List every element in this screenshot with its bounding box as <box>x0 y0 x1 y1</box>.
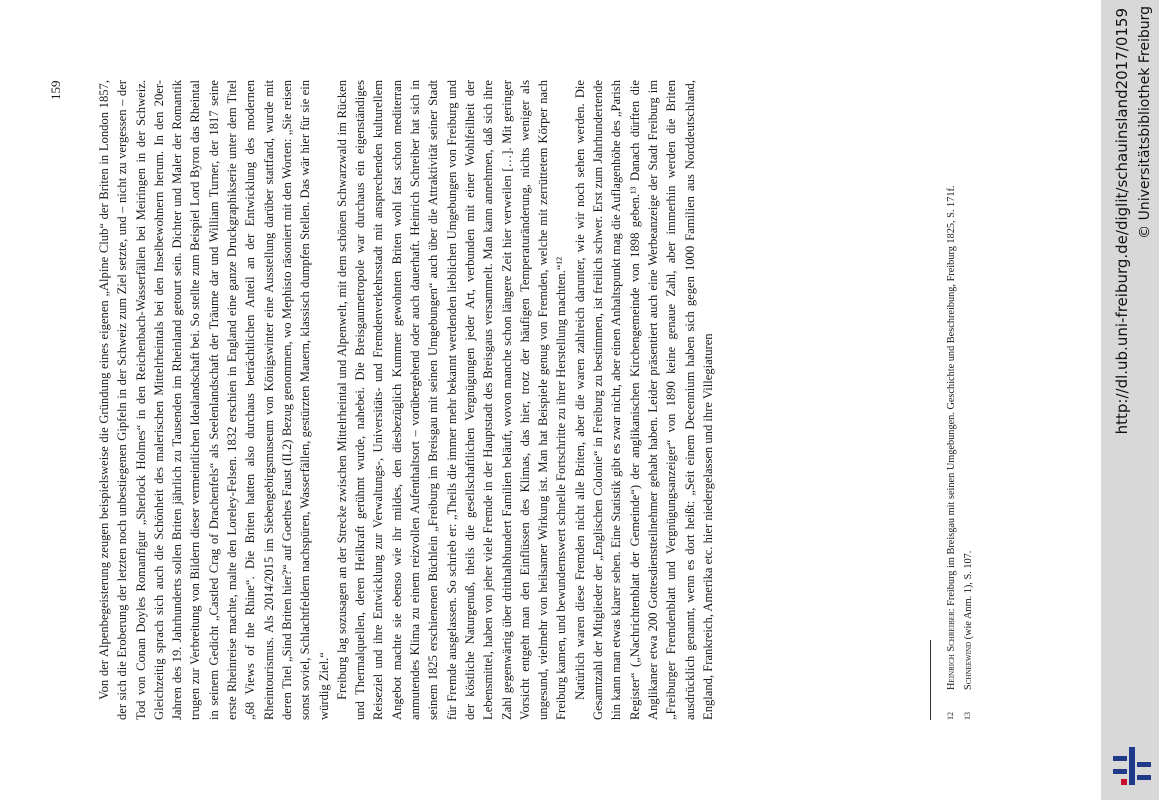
footnotes <box>945 80 978 720</box>
sidebar-rotated-text <box>1101 0 1159 800</box>
copyright-notice: © Universitätsbibliothek Freiburg <box>1137 6 1153 239</box>
footnote-author: Schneewind <box>962 641 974 690</box>
paragraph-1: Von der Alpenbegeisterung zeugen beispielsweise die Gründung eines eigenen „Alpine Club“ der Briten in London 1857, der sich die Eroberung der letzten noch unbestiegenen Gipfeln in der Schweiz zum Ziel setzte, und – nicht zu vergessen – der Tod von Conan Doyles Romanfigur „Sherlock Holmes“ in den Reichenbach-Wasserfällen bei Meiringen in der Schweiz. Gleichzeitig sprach sich auch die Schönheit des malerischen Mittelrheintals bei den Inselbewohnern herum. In den 20er-Jahren des 19. Jahrhunderts sollen Briten jährlich zu Tausenden im Rheinland getourt sein. Dichter und Maler der Romantik trugen zur Verbreitung von Bildern dieser vermeintlichen Idealandschaft bei. So stellte zum Beispiel Lord Byron das Rheintal in seinem Gedicht „Castled Crag of Drachenfels“ als Seelenlandschaft der Träume dar und William Turner, der 1817 seine erste Rheinreise machte, malte den Loreley-Felsen. 1832 erschien in England eine ganze Druckgraphikserie unter dem Titel „68 Views of the Rhine“. Die Briten hatten also durchaus beträchtlichen Anteil an der Entwicklung des modernen Rheintourismus. Als 2014/2015 im Siebengebirgsmuseum von Königswinter eine Ausstellung darüber stattfand, wurde mit deren Titel „Sind Briten hier?“ auf Goethes Faust (II.2) Bezug genommen, wo Mephisto räsoniert mit den Worten: „Sie reisen sonst soviel, Schlachtfeldern nachspüren, Wasserfällen, gestürzten Mauern, klassisch dumpfen Stellen. Das wär hier für sie ein würdig Ziel.“ <box>97 80 331 720</box>
footnote-text: (wie Anm. 1), S. 107. <box>962 550 974 642</box>
footnote-number: 12 <box>946 712 955 720</box>
footnote-divider <box>930 640 931 720</box>
library-sidebar <box>1101 0 1159 800</box>
footnote-12 <box>945 80 960 720</box>
footnote-13 <box>962 80 977 720</box>
paragraph-2: Freiburg lag sozusagen an der Strecke zwischen Mittelrheintal und Alpenwelt, mit dem schönen Schwarzwald im Rücken und Thermalquellen, deren Heilkraft gerühmt wurde, nahebei. Die Breisgaumetropole war durchaus ein eigenständiges Reiseziel und ihre Entwicklung zur Verwaltungs-, Universitäts- und Fremdenverkehrsstadt mit ansprechenden kulturellem Angebot machte sie ebenso wie ihr mildes, den diesbezüglich Kummer gewohnten Briten wohl fast schon mediterran anmutendes Klima zu einem reizvollen Aufenthaltsort – vorübergehend oder auch dauerhaft. Heinrich Schreiber hat sich in seinem 1825 erschienenen Büchlein „Freiburg im Breisgau mit seinen Umgebungen“ auch über die Attraktivität seiner Stadt für Fremde ausgelassen. So schrieb er: „Theils die immer mehr bekannt werdenden lieblichen Umgebungen von Freiburg und der köstliche Naturgenuß, theils die gesellschaftlichen Vergnügungen jeder Art, verbunden mit einer Wohlfeilheit der Lebensmittel, haben von jeher viele Fremde in der Hauptstadt des Breisgaus versammelt. Man kann annehmen, daß sich ihre Zahl gegenwärtig über dritthalbhundert Familien beläuft, wovon manche schon längere Zeit hier verweilen […]. Mit geringer Vorsicht entgeht man den Einflüssen des Klimas, das hier, trotz der häufigen Temperaturänderung, nichts weniger als ungesund, vielmehr von heilsamer Wirkung ist. Man hat Beispiele genug von Fremden, welche mit zerrüttetem Körper nach Freiburg kamen, und bewundernswert schnelle Fortschritte zu ihrer Herstellung machten.“¹² <box>334 80 569 720</box>
paragraph-3: Natürlich waren diese Fremden nicht alle Briten, aber die waren zahlreich darunter, wie wir noch sehen werden. Die Gesamtzahl der Mitglieder der „Englischen Colonie“ in Freiburg zu bestimmen, ist freilich schwer. Erst zum Jahrhundertende hin kann man etwas klarer sehen. Eine Statistik gibt es zwar nicht, aber einen Anhaltspunkt mag die Auflagenhöhe des „Parish Register“ („Nachrichtenblatt der Gemeinde“) der anglikanischen Kirchengemeinde von 1898 geben.¹³ Danach dürften die Anglikaner etwa 200 Gottesdienstteilnehmer gehabt haben. Leider präsentiert auch eine Werbeanzeige der Stadt Freiburg im „Freiburger Fremdenblatt und Vergnügungsanzeiger“ von 1890 keine genaue Zahl, aber immerhin werden die Briten ausdrücklich genannt, wenn es dort heißt: „Seit einem Decennium haben sich gegen 1000 Familien aus Norddeutschland, England, Frankreich, Amerika etc. hier niedergelassen und ihre Villegiaturen <box>572 80 715 720</box>
footnote-author: Heinrich Schreiber: <box>946 608 957 690</box>
ub-freiburg-logo-icon <box>1111 745 1153 787</box>
footnote-text: Freiburg im Breisgau mit seinen Umgebungen. Geschichte und Beschreibung, Freiburg 1825, S. 171f. <box>946 185 957 609</box>
footnote-number: 13 <box>962 712 972 720</box>
body-text <box>95 80 717 720</box>
page-number: 159 <box>48 80 63 100</box>
source-url-link[interactable]: http://dl.ub.uni-freiburg.de/diglit/schauinsland2017/0159 <box>1113 8 1131 435</box>
